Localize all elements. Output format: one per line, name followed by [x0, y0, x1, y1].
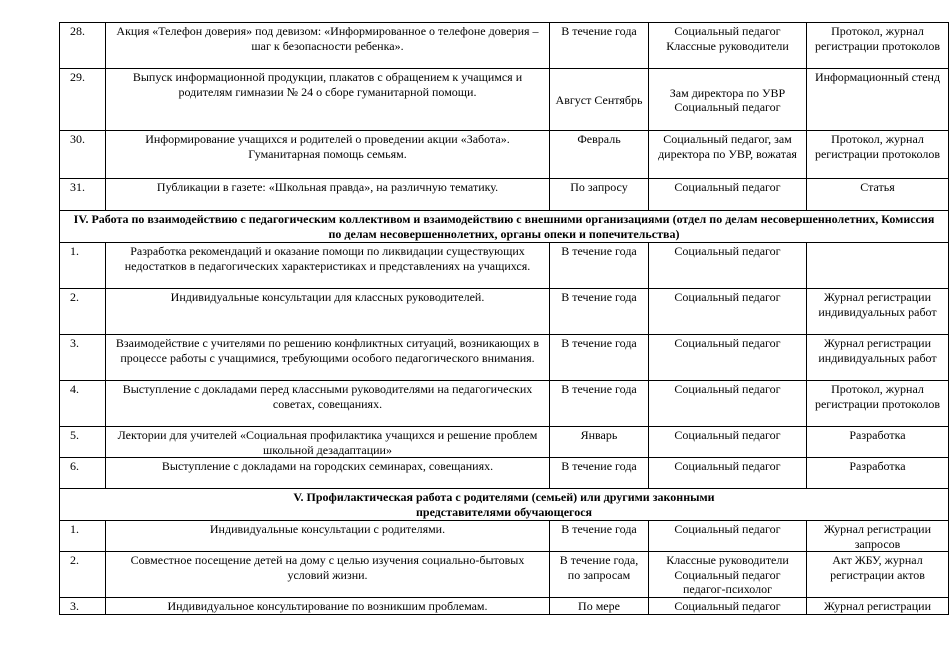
date-cell: В течение года — [550, 521, 649, 552]
row-number: 2. — [60, 552, 106, 598]
table-row — [60, 598, 949, 615]
responsible-cell: Классные руководители Социальный педагог педагог-психолог — [649, 552, 807, 598]
date-cell: В течение года — [550, 289, 649, 335]
date-cell: В течение года — [550, 335, 649, 381]
result-cell: Протокол, журнал регистрации протоколов — [807, 23, 949, 69]
row-number: 30. — [60, 131, 106, 179]
result-cell: Протокол, журнал регистрации протоколов — [807, 131, 949, 179]
event-cell: Индивидуальные консультации с родителями. — [106, 521, 550, 552]
table-row — [60, 289, 949, 335]
section-header — [60, 211, 949, 243]
row-number: 4. — [60, 381, 106, 427]
result-cell: Протокол, журнал регистрации протоколов — [807, 381, 949, 427]
date-cell: Февраль — [550, 131, 649, 179]
table-row — [60, 69, 949, 131]
responsible-cell: Зам директора по УВР Социальный педагог — [649, 69, 807, 131]
responsible-cell: Социальный педагог — [649, 335, 807, 381]
table-row — [60, 521, 949, 552]
date-cell: По запросу — [550, 179, 649, 211]
row-number: 31. — [60, 179, 106, 211]
event-cell: Лектории для учителей «Социальная профилактика учащихся и решение проблем школьной дезадаптации» — [106, 427, 550, 458]
date-cell: Август Сентябрь — [550, 69, 649, 131]
event-cell: Индивидуальные консультации для классных руководителей. — [106, 289, 550, 335]
event-cell: Совместное посещение детей на дому с целью изучения социально-бытовых условий жизни. — [106, 552, 550, 598]
responsible-cell: Социальный педагог — [649, 179, 807, 211]
responsible-cell: Социальный педагог Классные руководители — [649, 23, 807, 69]
table-row — [60, 427, 949, 458]
result-cell: Разработка — [807, 427, 949, 458]
event-cell: Выпуск информационной продукции, плакатов с обращением к учащимся и родителям гимназии № 24 о сборе гуманитарной помощи. — [106, 69, 550, 131]
result-cell: Разработка — [807, 458, 949, 489]
result-cell: Статья — [807, 179, 949, 211]
event-cell: Информирование учащихся и родителей о проведении акции «Забота». Гуманитарная помощь семьям. — [106, 131, 550, 179]
responsible-cell: Социальный педагог — [649, 381, 807, 427]
table-row — [60, 458, 949, 489]
row-number: 6. — [60, 458, 106, 489]
event-cell: Индивидуальное консультирование по возникшим проблемам. — [106, 598, 550, 615]
responsible-cell: Социальный педагог — [649, 598, 807, 615]
section-header — [60, 489, 949, 521]
row-number: 5. — [60, 427, 106, 458]
row-number: 29. — [60, 69, 106, 131]
event-cell: Публикации в газете: «Школьная правда», на различную тематику. — [106, 179, 550, 211]
section-title: IV. Работа по взаимодействию с педагогическим коллективом и взаимодействию с внешними организациями (отдел по делам несовершеннолетних, Комиссия по делам несовершеннолетних, органы опеки и попечительства) — [60, 211, 949, 243]
date-cell: В течение года — [550, 458, 649, 489]
row-number: 3. — [60, 335, 106, 381]
event-cell: Выступление с докладами перед классными руководителями на педагогических советах, совещаниях. — [106, 381, 550, 427]
result-cell: Журнал регистрации индивидуальных работ — [807, 335, 949, 381]
table-row — [60, 131, 949, 179]
table-row — [60, 381, 949, 427]
table-row — [60, 179, 949, 211]
responsible-cell: Социальный педагог — [649, 521, 807, 552]
table-row — [60, 552, 949, 598]
row-number: 28. — [60, 23, 106, 69]
result-cell: Информационный стенд — [807, 69, 949, 131]
date-cell: В течение года — [550, 243, 649, 289]
row-number: 2. — [60, 289, 106, 335]
section-title: V. Профилактическая работа с родителями (семьей) или другими законными представителями обучающегося — [60, 489, 949, 521]
result-cell — [807, 243, 949, 289]
responsible-cell: Социальный педагог — [649, 289, 807, 335]
date-cell: В течение года — [550, 23, 649, 69]
responsible-cell: Социальный педагог — [649, 243, 807, 289]
table-row — [60, 243, 949, 289]
row-number: 3. — [60, 598, 106, 615]
result-cell: Журнал регистрации запросов — [807, 521, 949, 552]
table-row — [60, 335, 949, 381]
date-cell: Январь — [550, 427, 649, 458]
table-row — [60, 23, 949, 69]
date-cell: По мере — [550, 598, 649, 615]
responsible-cell: Социальный педагог — [649, 458, 807, 489]
event-cell: Акция «Телефон доверия» под девизом: «Информированное о телефоне доверия – шаг к безопасности ребенка». — [106, 23, 550, 69]
date-cell: В течение года, по запросам — [550, 552, 649, 598]
result-cell: Журнал регистрации — [807, 598, 949, 615]
activity-plan-table — [59, 22, 949, 615]
event-cell: Разработка рекомендаций и оказание помощи по ликвидации существующих недостатков в педагогических характеристиках и представлениях на учащихся. — [106, 243, 550, 289]
row-number: 1. — [60, 243, 106, 289]
responsible-cell: Социальный педагог — [649, 427, 807, 458]
result-cell: Журнал регистрации индивидуальных работ — [807, 289, 949, 335]
row-number: 1. — [60, 521, 106, 552]
result-cell: Акт ЖБУ, журнал регистрации актов — [807, 552, 949, 598]
date-cell: В течение года — [550, 381, 649, 427]
responsible-cell: Социальный педагог, зам директора по УВР, вожатая — [649, 131, 807, 179]
event-cell: Взаимодействие с учителями по решению конфликтных ситуаций, возникающих в процессе работы с учащимися, требующими особого педагогического внимания. — [106, 335, 550, 381]
event-cell: Выступление с докладами на городских семинарах, совещаниях. — [106, 458, 550, 489]
